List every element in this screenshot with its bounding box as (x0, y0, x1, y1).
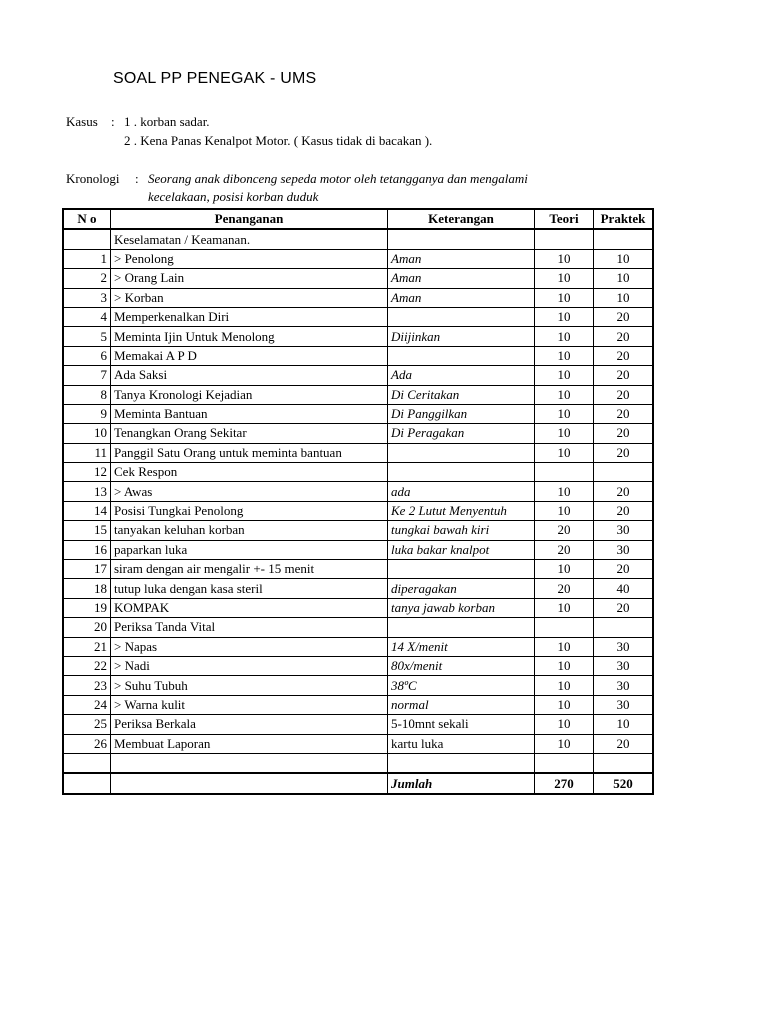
row-no: 7 (63, 366, 111, 385)
footer-teori-total: 270 (535, 773, 594, 793)
row-praktek: 30 (594, 656, 654, 675)
row-teori: 10 (535, 249, 594, 268)
row-no: 8 (63, 385, 111, 404)
row-no: 25 (63, 715, 111, 734)
row-keterangan: 5-10mnt sekali (388, 715, 535, 734)
row-keterangan: Di Ceritakan (388, 385, 535, 404)
table-row (63, 443, 653, 462)
row-penanganan: > Awas (111, 482, 388, 501)
row-penanganan: Periksa Berkala (111, 715, 388, 734)
row-teori: 20 (535, 521, 594, 540)
table-row (63, 540, 653, 559)
row-teori: 10 (535, 734, 594, 753)
row-penanganan: Periksa Tanda Vital (111, 618, 388, 637)
row-praktek: 10 (594, 249, 654, 268)
row-penanganan: siram dengan air mengalir +- 15 menit (111, 560, 388, 579)
row-keterangan (388, 307, 535, 326)
row-keterangan: Ke 2 Lutut Menyentuh (388, 501, 535, 520)
row-keterangan (388, 618, 535, 637)
kasus-item-1: 1 . korban sadar. (124, 114, 210, 129)
row-praktek: 20 (594, 424, 654, 443)
row-praktek: 10 (594, 269, 654, 288)
row-teori (535, 753, 594, 773)
table-row (63, 715, 653, 734)
row-keterangan: ada (388, 482, 535, 501)
table-row (63, 521, 653, 540)
table-row (63, 463, 653, 482)
row-teori: 10 (535, 288, 594, 307)
header-teori: Teori (535, 209, 594, 229)
row-no: 26 (63, 734, 111, 753)
row-keterangan: normal (388, 695, 535, 714)
row-no: 18 (63, 579, 111, 598)
row-keterangan: tanya jawab korban (388, 598, 535, 617)
row-no: 24 (63, 695, 111, 714)
row-penanganan: Memakai A P D (111, 346, 388, 365)
table-body (63, 229, 653, 773)
row-no: 3 (63, 288, 111, 307)
table-row (63, 734, 653, 753)
row-praktek: 30 (594, 637, 654, 656)
table-row (63, 424, 653, 443)
row-praktek: 20 (594, 482, 654, 501)
row-keterangan: 38ºC (388, 676, 535, 695)
table-row (63, 385, 653, 404)
table-row (63, 482, 653, 501)
row-penanganan (111, 753, 388, 773)
row-keterangan: luka bakar knalpot (388, 540, 535, 559)
row-praktek: 10 (594, 715, 654, 734)
row-keterangan: Di Peragakan (388, 424, 535, 443)
row-keterangan (388, 753, 535, 773)
row-keterangan: Aman (388, 288, 535, 307)
table-row (63, 753, 653, 773)
row-keterangan: Di Panggilkan (388, 404, 535, 423)
row-keterangan: kartu luka (388, 734, 535, 753)
row-praktek (594, 463, 654, 482)
row-no: 17 (63, 560, 111, 579)
table-row (63, 366, 653, 385)
kronologi-line-1: Seorang anak dibonceng sepeda motor oleh tetangganya dan mengalami (148, 171, 528, 186)
row-teori: 10 (535, 695, 594, 714)
row-praktek: 20 (594, 404, 654, 423)
footer-no-cell (63, 773, 111, 793)
row-teori: 10 (535, 637, 594, 656)
row-teori: 10 (535, 327, 594, 346)
row-keterangan (388, 229, 535, 249)
kronologi-label: Kronologi (66, 171, 120, 186)
row-penanganan: Panggil Satu Orang untuk meminta bantuan (111, 443, 388, 462)
page-title: SOAL PP PENEGAK - UMS (113, 70, 317, 87)
row-teori: 10 (535, 385, 594, 404)
row-teori: 10 (535, 404, 594, 423)
table-row (63, 249, 653, 268)
row-teori: 10 (535, 269, 594, 288)
row-praktek: 20 (594, 501, 654, 520)
row-teori: 10 (535, 676, 594, 695)
row-praktek (594, 618, 654, 637)
row-no: 21 (63, 637, 111, 656)
header-penanganan: Penanganan (111, 209, 388, 229)
header-praktek: Praktek (594, 209, 654, 229)
footer-praktek-total: 520 (594, 773, 654, 793)
row-praktek (594, 229, 654, 249)
row-teori: 10 (535, 598, 594, 617)
table-row (63, 229, 653, 249)
row-penanganan: Posisi Tungkai Penolong (111, 501, 388, 520)
row-no: 4 (63, 307, 111, 326)
row-praktek: 30 (594, 540, 654, 559)
row-praktek: 20 (594, 560, 654, 579)
table-row (63, 637, 653, 656)
row-teori: 10 (535, 656, 594, 675)
row-keterangan (388, 346, 535, 365)
row-penanganan: Memperkenalkan Diri (111, 307, 388, 326)
row-penanganan: > Warna kulit (111, 695, 388, 714)
table-row (63, 501, 653, 520)
row-praktek: 20 (594, 443, 654, 462)
row-praktek: 30 (594, 521, 654, 540)
row-praktek: 20 (594, 346, 654, 365)
row-keterangan (388, 443, 535, 462)
row-no: 23 (63, 676, 111, 695)
row-keterangan: Ada (388, 366, 535, 385)
row-teori: 10 (535, 443, 594, 462)
row-praktek: 20 (594, 366, 654, 385)
row-penanganan: > Orang Lain (111, 269, 388, 288)
row-penanganan: tutup luka dengan kasa steril (111, 579, 388, 598)
table-row (63, 346, 653, 365)
footer-penanganan-cell (111, 773, 388, 793)
table-row (63, 560, 653, 579)
table-row (63, 307, 653, 326)
row-teori (535, 618, 594, 637)
row-praktek: 10 (594, 288, 654, 307)
kronologi-line-2: kecelakaan, posisi korban duduk (148, 189, 319, 204)
row-no: 20 (63, 618, 111, 637)
row-praktek: 20 (594, 385, 654, 404)
row-no: 6 (63, 346, 111, 365)
row-teori: 20 (535, 579, 594, 598)
table-row (63, 327, 653, 346)
row-keterangan: tungkai bawah kiri (388, 521, 535, 540)
row-penanganan: > Korban (111, 288, 388, 307)
table-row (63, 579, 653, 598)
row-penanganan: Tenangkan Orang Sekitar (111, 424, 388, 443)
row-keterangan: diperagakan (388, 579, 535, 598)
row-no: 13 (63, 482, 111, 501)
kronologi-sep: : (135, 171, 139, 186)
row-keterangan: Aman (388, 269, 535, 288)
row-praktek: 20 (594, 327, 654, 346)
row-keterangan: Aman (388, 249, 535, 268)
table-row (63, 404, 653, 423)
row-keterangan: 14 X/menit (388, 637, 535, 656)
row-praktek: 30 (594, 695, 654, 714)
row-penanganan: Keselamatan / Keamanan. (111, 229, 388, 249)
row-teori (535, 229, 594, 249)
penanganan-table (62, 208, 654, 795)
row-teori: 10 (535, 501, 594, 520)
table-row (63, 269, 653, 288)
row-penanganan: > Penolong (111, 249, 388, 268)
row-no: 10 (63, 424, 111, 443)
row-teori: 10 (535, 424, 594, 443)
row-no: 9 (63, 404, 111, 423)
row-teori (535, 463, 594, 482)
row-penanganan: paparkan luka (111, 540, 388, 559)
row-teori: 10 (535, 715, 594, 734)
row-penanganan: Cek Respon (111, 463, 388, 482)
row-teori: 20 (535, 540, 594, 559)
row-penanganan: Meminta Bantuan (111, 404, 388, 423)
row-teori: 10 (535, 560, 594, 579)
row-penanganan: Tanya Kronologi Kejadian (111, 385, 388, 404)
row-no: 5 (63, 327, 111, 346)
row-praktek: 20 (594, 734, 654, 753)
row-no: 19 (63, 598, 111, 617)
row-no: 1 (63, 249, 111, 268)
row-keterangan (388, 463, 535, 482)
footer-jumlah-label: Jumlah (388, 773, 535, 793)
kasus-label: Kasus (66, 114, 98, 129)
row-no: 11 (63, 443, 111, 462)
table-row (63, 288, 653, 307)
row-praktek: 20 (594, 598, 654, 617)
table-footer-row (63, 773, 653, 793)
row-penanganan: Ada Saksi (111, 366, 388, 385)
table-row (63, 656, 653, 675)
table-row (63, 676, 653, 695)
row-keterangan: Diijinkan (388, 327, 535, 346)
row-penanganan: > Suhu Tubuh (111, 676, 388, 695)
row-praktek (594, 753, 654, 773)
row-teori: 10 (535, 366, 594, 385)
row-praktek: 40 (594, 579, 654, 598)
header-no: N o (63, 209, 111, 229)
table-row (63, 618, 653, 637)
row-no: 12 (63, 463, 111, 482)
row-penanganan: > Napas (111, 637, 388, 656)
row-teori: 10 (535, 307, 594, 326)
row-praktek: 20 (594, 307, 654, 326)
row-keterangan: 80x/menit (388, 656, 535, 675)
row-no: 14 (63, 501, 111, 520)
kasus-item-2: 2 . Kena Panas Kenalpot Motor. ( Kasus tidak di bacakan ). (124, 133, 433, 148)
row-teori: 10 (535, 482, 594, 501)
row-no: 22 (63, 656, 111, 675)
row-teori: 10 (535, 346, 594, 365)
row-penanganan: Membuat Laporan (111, 734, 388, 753)
row-penanganan: Meminta Ijin Untuk Menolong (111, 327, 388, 346)
row-penanganan: KOMPAK (111, 598, 388, 617)
table-row (63, 598, 653, 617)
table-row (63, 695, 653, 714)
row-no (63, 229, 111, 249)
row-keterangan (388, 560, 535, 579)
kasus-sep: : (111, 114, 115, 129)
row-no: 16 (63, 540, 111, 559)
row-no: 2 (63, 269, 111, 288)
row-no (63, 753, 111, 773)
table-header-row (63, 209, 653, 229)
row-penanganan: > Nadi (111, 656, 388, 675)
row-penanganan: tanyakan keluhan korban (111, 521, 388, 540)
row-no: 15 (63, 521, 111, 540)
row-praktek: 30 (594, 676, 654, 695)
header-keterangan: Keterangan (388, 209, 535, 229)
